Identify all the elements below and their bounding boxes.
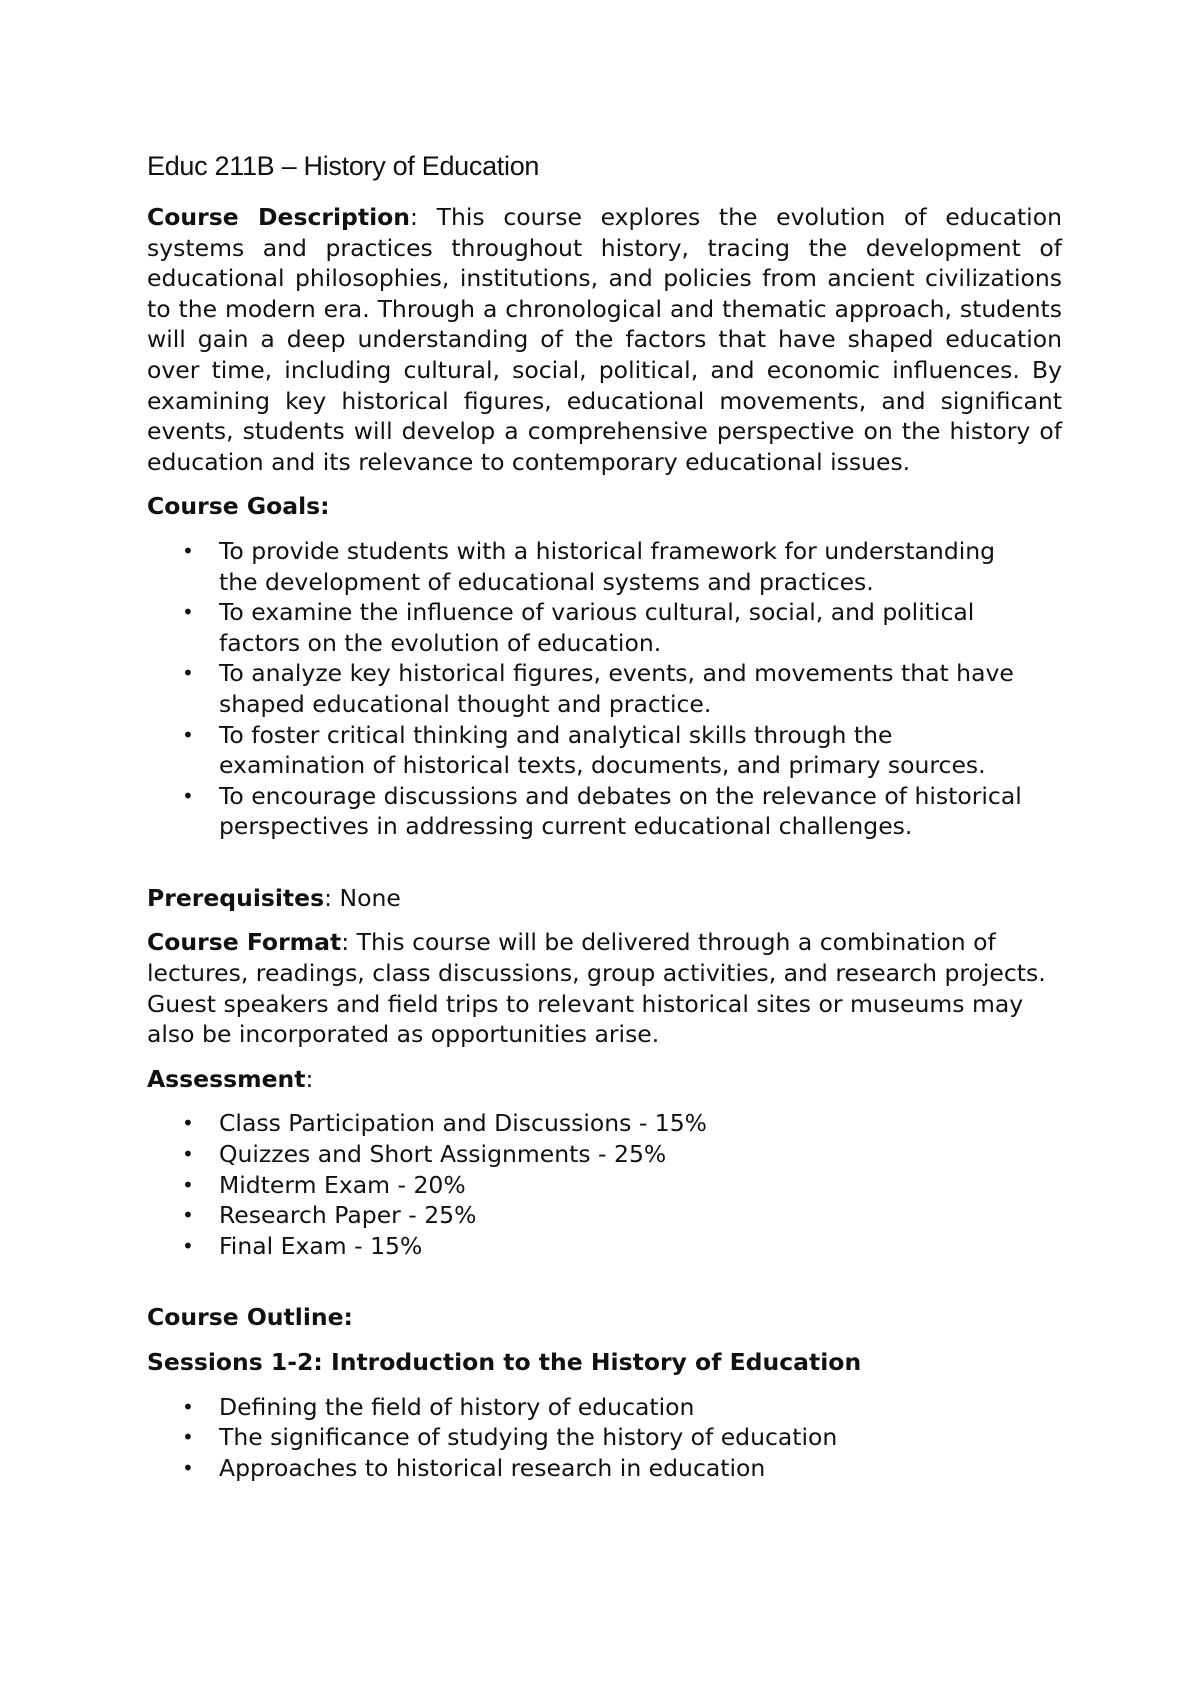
bullet-icon: • (182, 783, 194, 808)
bullet-icon: • (182, 1142, 194, 1167)
course-format-text: This course will be delivered through a combination of lectures, readings, class discussions, group activities, and research projects. Guest speakers and field trips to relevant historical sites or museums may also be incorporated as opportunities arise. (147, 928, 1046, 1049)
list-item: • Final Exam - 15% (182, 1231, 423, 1260)
prerequisites-label: Prerequisites (147, 883, 325, 912)
list-item: • Quizzes and Short Assignments - 25% (182, 1140, 667, 1169)
list-item: • Research Paper - 25% (182, 1201, 477, 1230)
bullet-icon: • (182, 1394, 194, 1419)
prerequisites: Prerequisites: None (147, 883, 401, 912)
prerequisites-value: None (339, 883, 401, 912)
bullet-icon: • (182, 1425, 194, 1450)
bullet-icon: • (182, 1455, 194, 1480)
bullet-icon: • (182, 1203, 194, 1228)
course-format: Course Format: This course will be delivered through a combination of lectures, readings, class discussions, group activities, and research projects. Guest speakers and field trips to relevant historical sites or museums may also be incorporated as opportunities arise. (147, 928, 1046, 1049)
session-topics-list (147, 1392, 1062, 1484)
bullet-icon: • (182, 600, 194, 625)
bullet-icon: • (182, 1233, 194, 1258)
course-goals-heading: Course Goals: (147, 492, 330, 521)
bullet-icon: • (182, 722, 194, 747)
list-item: • Approaches to historical research in education (182, 1453, 766, 1482)
session-heading: Sessions 1-2: Introduction to the History of Education (147, 1348, 862, 1376)
course-outline-heading: Course Outline: (147, 1303, 353, 1332)
list-item: • The significance of studying the history of education (182, 1423, 838, 1452)
list-item: • To examine the influence of various cultural, social, and political factors on the evolution of education. (182, 598, 975, 657)
list-item: • Defining the field of history of education (182, 1392, 695, 1421)
list-item: • To provide students with a historical framework for understanding the development of educational systems and practices. (182, 536, 996, 596)
assessment-heading: Assessment: (147, 1064, 314, 1093)
bullet-icon: • (182, 1172, 194, 1197)
course-format-label: Course Format (147, 928, 342, 957)
document-page (147, 148, 1062, 1483)
list-item: • To analyze key historical figures, events, and movements that have shaped educational thought and practice. (182, 659, 1014, 718)
course-goals-list (147, 536, 1062, 842)
course-description-label: Course Description (147, 203, 411, 231)
assessment-list (147, 1108, 1062, 1261)
list-item: • To encourage discussions and debates on the relevance of historical perspectives in addressing current educational challenges. (182, 781, 1022, 841)
bullet-icon: • (182, 1111, 194, 1136)
course-description-text: This course explores the evolution of education systems and practices throughout history, tracing the development of educational philosophies, institutions, and policies from ancient civilizations to the modern era. Through a chronological and thematic approach, students will gain a deep understanding of the factors that have shaped education over time, including cultural, social, political, and economic influences. By examining key historical figures, educational movements, and significant events, students will develop a comprehensive perspective on the history of education and its relevance to contemporary educational issues. (147, 203, 1062, 476)
course-description: Course Description: This course explores the evolution of education systems and practices throughout history, tracing the development of educational philosophies, institutions, and policies from ancient civilizations to the modern era. Through a chronological and thematic approach, students will gain a deep understanding of the factors that have shaped education over time, including cultural, social, political, and economic influences. By examining key historical figures, educational movements, and significant events, students will develop a comprehensive perspective on the history of education and its relevance to contemporary educational issues. (147, 203, 1062, 476)
list-item: • Class Participation and Discussions - 15% (182, 1109, 708, 1138)
list-item: • To foster critical thinking and analytical skills through the examination of historical texts, documents, and primary sources. (182, 720, 986, 780)
bullet-icon: • (182, 538, 194, 563)
page-title: Educ 211B – History of Education (147, 151, 540, 181)
bullet-icon: • (182, 661, 194, 686)
list-item: • Midterm Exam - 20% (182, 1170, 466, 1199)
